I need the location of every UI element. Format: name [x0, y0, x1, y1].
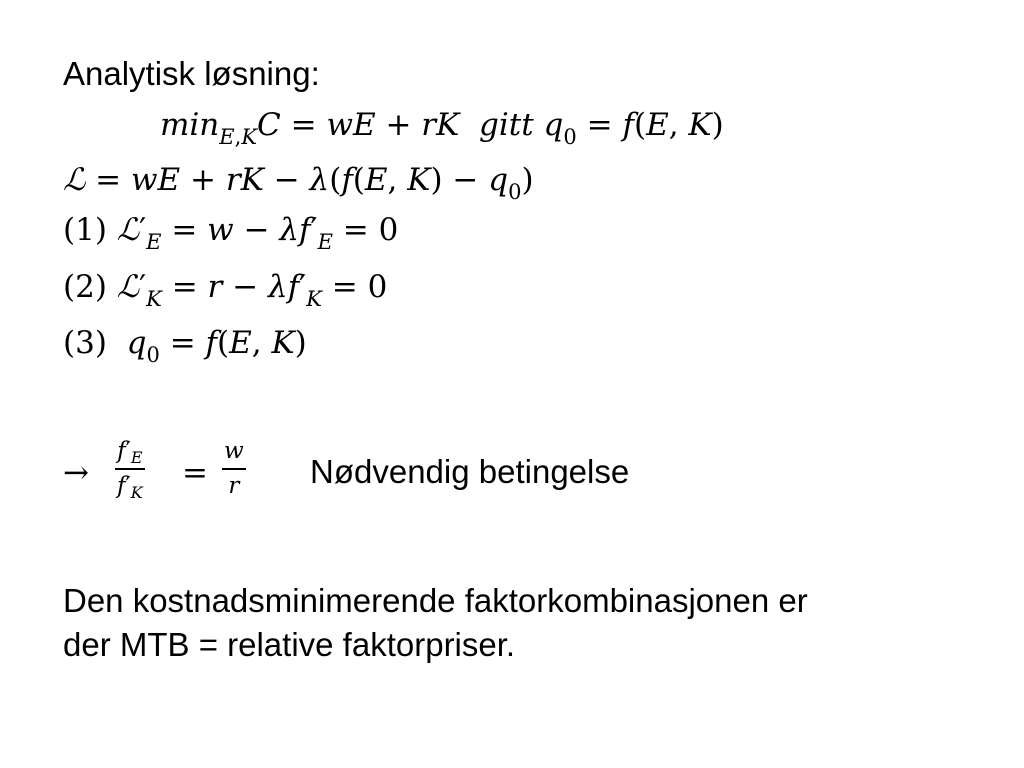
arrow-icon: →	[63, 455, 89, 491]
equation-lagrangian: ℒ = wE + rK − λ(f(E, $K) - q_0$)	[63, 162, 534, 204]
equation-3: (3) $q_0 = f(E$, K)	[63, 325, 307, 367]
ratio-right-denominator: r	[228, 473, 240, 499]
ratio-right-numerator: w	[224, 438, 244, 464]
ratio-left-denominator: $f'_K$	[117, 473, 143, 502]
ratio-fraction-left	[115, 438, 145, 502]
ratio-left-numerator: $f'_E$	[117, 438, 143, 467]
ratio-fraction-right	[222, 440, 246, 498]
equation-problem: $\min_{E,K}C$ = wE + rK gitt $q_0 = f(E$, K)	[160, 107, 724, 149]
heading: Analytisk løsning:	[63, 55, 320, 92]
equation-2: (2) $ℒ'_K = r - \lambda f'_K = 0$	[63, 269, 388, 311]
condition-label: Nødvendig betingelse	[310, 453, 630, 490]
equation-1: (1) $ℒ'_E = w - \lambda f'_E = 0$	[63, 212, 399, 254]
conclusion-line-2: der MTB = relative faktorpriser.	[63, 626, 516, 663]
equals-sign: =	[182, 455, 208, 491]
conclusion-line-1: Den kostnadsminimerende faktorkombinasjonen er	[63, 582, 808, 619]
